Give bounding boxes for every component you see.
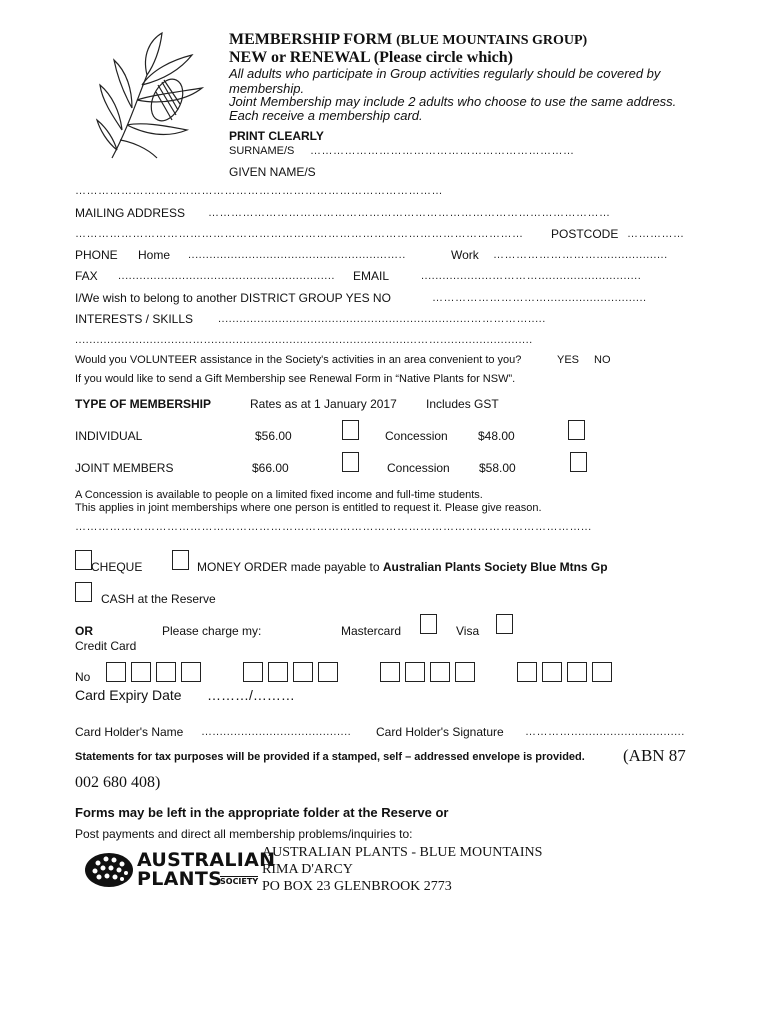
joint-label: JOINT MEMBERS — [75, 461, 174, 475]
mastercard-label: Mastercard — [341, 624, 402, 638]
gift-membership-note: If you would like to send a Gift Membership see Renewal Form in “Native Plants for NSW”. — [75, 373, 516, 385]
postcode-label: POSTCODE — [551, 227, 619, 241]
card-expiry-label: Card Expiry Date — [75, 687, 182, 703]
print-clearly-label: PRINT CLEARLY — [229, 129, 324, 143]
fax-field[interactable]: ............................................................. — [118, 270, 335, 282]
phone-label: PHONE — [75, 248, 118, 262]
joint-checkbox[interactable] — [342, 452, 359, 472]
volunteer-question: Would you VOLUNTEER assistance in the Society's activities in an area convenient to you? — [75, 354, 522, 366]
abn-line-1: (ABN 87 — [623, 746, 686, 765]
tax-statement-note: Statements for tax purposes will be provided if a stamped, self – addressed envelope is provided. — [75, 751, 585, 763]
volunteer-yes[interactable]: YES — [557, 354, 580, 366]
card-digit-box[interactable] — [517, 662, 537, 682]
individual-concession-checkbox[interactable] — [568, 420, 585, 440]
individual-concession-price: $48.00 — [478, 429, 515, 443]
abn-line-2: 002 680 408) — [75, 774, 161, 791]
logo-text-australian: AUSTRALIAN — [137, 849, 276, 871]
card-digit-box[interactable] — [268, 662, 288, 682]
surname-label: SURNAME/S — [229, 145, 295, 157]
interests-field[interactable]: .......................................................................……………..... — [218, 313, 546, 325]
mailing-address-label: MAILING ADDRESS — [75, 206, 186, 220]
card-digit-box[interactable] — [380, 662, 400, 682]
card-holder-name-label: Card Holder's Name — [75, 725, 184, 739]
card-digit-box[interactable] — [156, 662, 176, 682]
gst-label: Includes GST — [426, 397, 499, 411]
phone-home-label: Home — [138, 248, 171, 262]
concession-note-1: A Concession is available to people on a limited fixed income and full-time students. — [75, 489, 483, 501]
money-order-label: MONEY ORDER made payable to Australian Plants Society Blue Mtns Gp — [197, 560, 608, 574]
card-digit-box[interactable] — [131, 662, 151, 682]
phone-work-field[interactable]: ……………………….................... — [493, 249, 668, 261]
phone-work-label: Work — [451, 248, 479, 262]
payee-name: Australian Plants Society Blue Mtns Gp — [382, 560, 608, 574]
individual-label: INDIVIDUAL — [75, 429, 143, 443]
card-digit-box[interactable] — [293, 662, 313, 682]
given-name-field[interactable]: …………………………………………………………………………………… — [75, 185, 443, 197]
volunteer-no[interactable]: NO — [594, 354, 611, 366]
card-digit-box[interactable] — [405, 662, 425, 682]
individual-concession-label: Concession — [385, 429, 448, 443]
joint-concession-price: $58.00 — [479, 461, 516, 475]
surname-field[interactable]: …………………………………………………………… — [310, 145, 575, 157]
waratah-icon — [80, 848, 138, 890]
district-group-question: I/We wish to belong to another DISTRICT GROUP YES NO — [75, 291, 391, 305]
credit-card-label: Credit Card — [75, 639, 137, 653]
card-digit-box[interactable] — [243, 662, 263, 682]
address-line-1: AUSTRALIAN PLANTS - BLUE MOUNTAINS — [262, 845, 543, 860]
membership-type-heading: TYPE OF MEMBERSHIP — [75, 397, 212, 411]
please-charge-label: Please charge my: — [162, 624, 262, 638]
logo-text-plants: PLANTS — [137, 868, 223, 890]
card-number-label: No — [75, 670, 91, 684]
address-line-3: PO BOX 23 GLENBROOK 2773 — [262, 879, 452, 894]
cash-checkbox[interactable] — [75, 582, 92, 602]
email-label: EMAIL — [353, 269, 390, 283]
joint-concession-label: Concession — [387, 461, 450, 475]
note-line-1: All adults who participate in Group activities regularly should be covered by — [229, 66, 661, 81]
mastercard-checkbox[interactable] — [420, 614, 437, 634]
note-line-4: Each receive a membership card. — [229, 108, 423, 123]
form-title: MEMBERSHIP FORM (BLUE MOUNTAINS GROUP) — [229, 31, 588, 48]
visa-checkbox[interactable] — [496, 614, 513, 634]
rates-label: Rates as at 1 January 2017 — [250, 397, 397, 411]
email-field[interactable]: ....................…………............................. — [421, 270, 642, 282]
card-digit-box[interactable] — [542, 662, 562, 682]
mailing-address-field[interactable]: …………………………………………………………………………………………… — [208, 207, 611, 219]
logo-text-society: SOCIETY — [220, 877, 259, 886]
post-note: Post payments and direct all membership problems/inquiries to: — [75, 827, 413, 841]
card-digit-box[interactable] — [430, 662, 450, 682]
or-label: OR — [75, 624, 93, 638]
form-subtitle: NEW or RENEWAL (Please circle which) — [229, 49, 513, 66]
card-digit-box[interactable] — [592, 662, 612, 682]
card-digit-box[interactable] — [318, 662, 338, 682]
postcode-field[interactable]: …………… — [627, 228, 685, 240]
joint-price: $66.00 — [252, 461, 289, 475]
note-line-3: Joint Membership may include 2 adults who choose to use the same address. — [229, 94, 677, 109]
aps-logo — [80, 848, 276, 890]
address-line-2: RIMA D'ARCY — [262, 862, 353, 877]
interests-field-2[interactable]: .................................…............................................................…….......................... — [75, 334, 533, 346]
interests-label: INTERESTS / SKILLS — [75, 312, 194, 326]
concession-note-2: This applies in joint memberships where one person is entitled to request it. Please give reason. — [75, 502, 542, 514]
mailing-address-field-2[interactable]: ……………………………………………………………………………………………………… — [75, 228, 524, 240]
card-holder-signature-field[interactable]: …………................................ — [525, 726, 685, 738]
money-order-checkbox[interactable] — [172, 550, 189, 570]
cheque-label: CHEQUE — [91, 560, 143, 574]
concession-reason-field[interactable]: ……………………………………………………………………………………………………………………... — [75, 521, 592, 533]
banksia-illustration — [92, 30, 212, 165]
card-digit-box[interactable] — [455, 662, 475, 682]
card-expiry-field[interactable]: ………/……… — [207, 687, 295, 703]
forms-note: Forms may be left in the appropriate folder at the Reserve or — [75, 805, 449, 820]
card-digit-box[interactable] — [106, 662, 126, 682]
card-holder-name-field[interactable]: …....................................... — [201, 726, 352, 738]
district-group-field[interactable]: …………………………............................ — [432, 292, 647, 304]
card-digit-box[interactable] — [181, 662, 201, 682]
cheque-checkbox[interactable] — [75, 550, 92, 570]
card-holder-signature-label: Card Holder's Signature — [376, 725, 504, 739]
individual-price: $56.00 — [255, 429, 292, 443]
individual-checkbox[interactable] — [342, 420, 359, 440]
card-digit-box[interactable] — [567, 662, 587, 682]
phone-home-field[interactable]: ........................................................….. — [188, 249, 406, 261]
fax-label: FAX — [75, 269, 98, 283]
joint-concession-checkbox[interactable] — [570, 452, 587, 472]
cash-label: CASH at the Reserve — [101, 592, 216, 606]
given-name-label: GIVEN NAME/S — [229, 165, 316, 179]
note-line-2: membership. — [229, 81, 305, 96]
visa-label: Visa — [456, 624, 480, 638]
